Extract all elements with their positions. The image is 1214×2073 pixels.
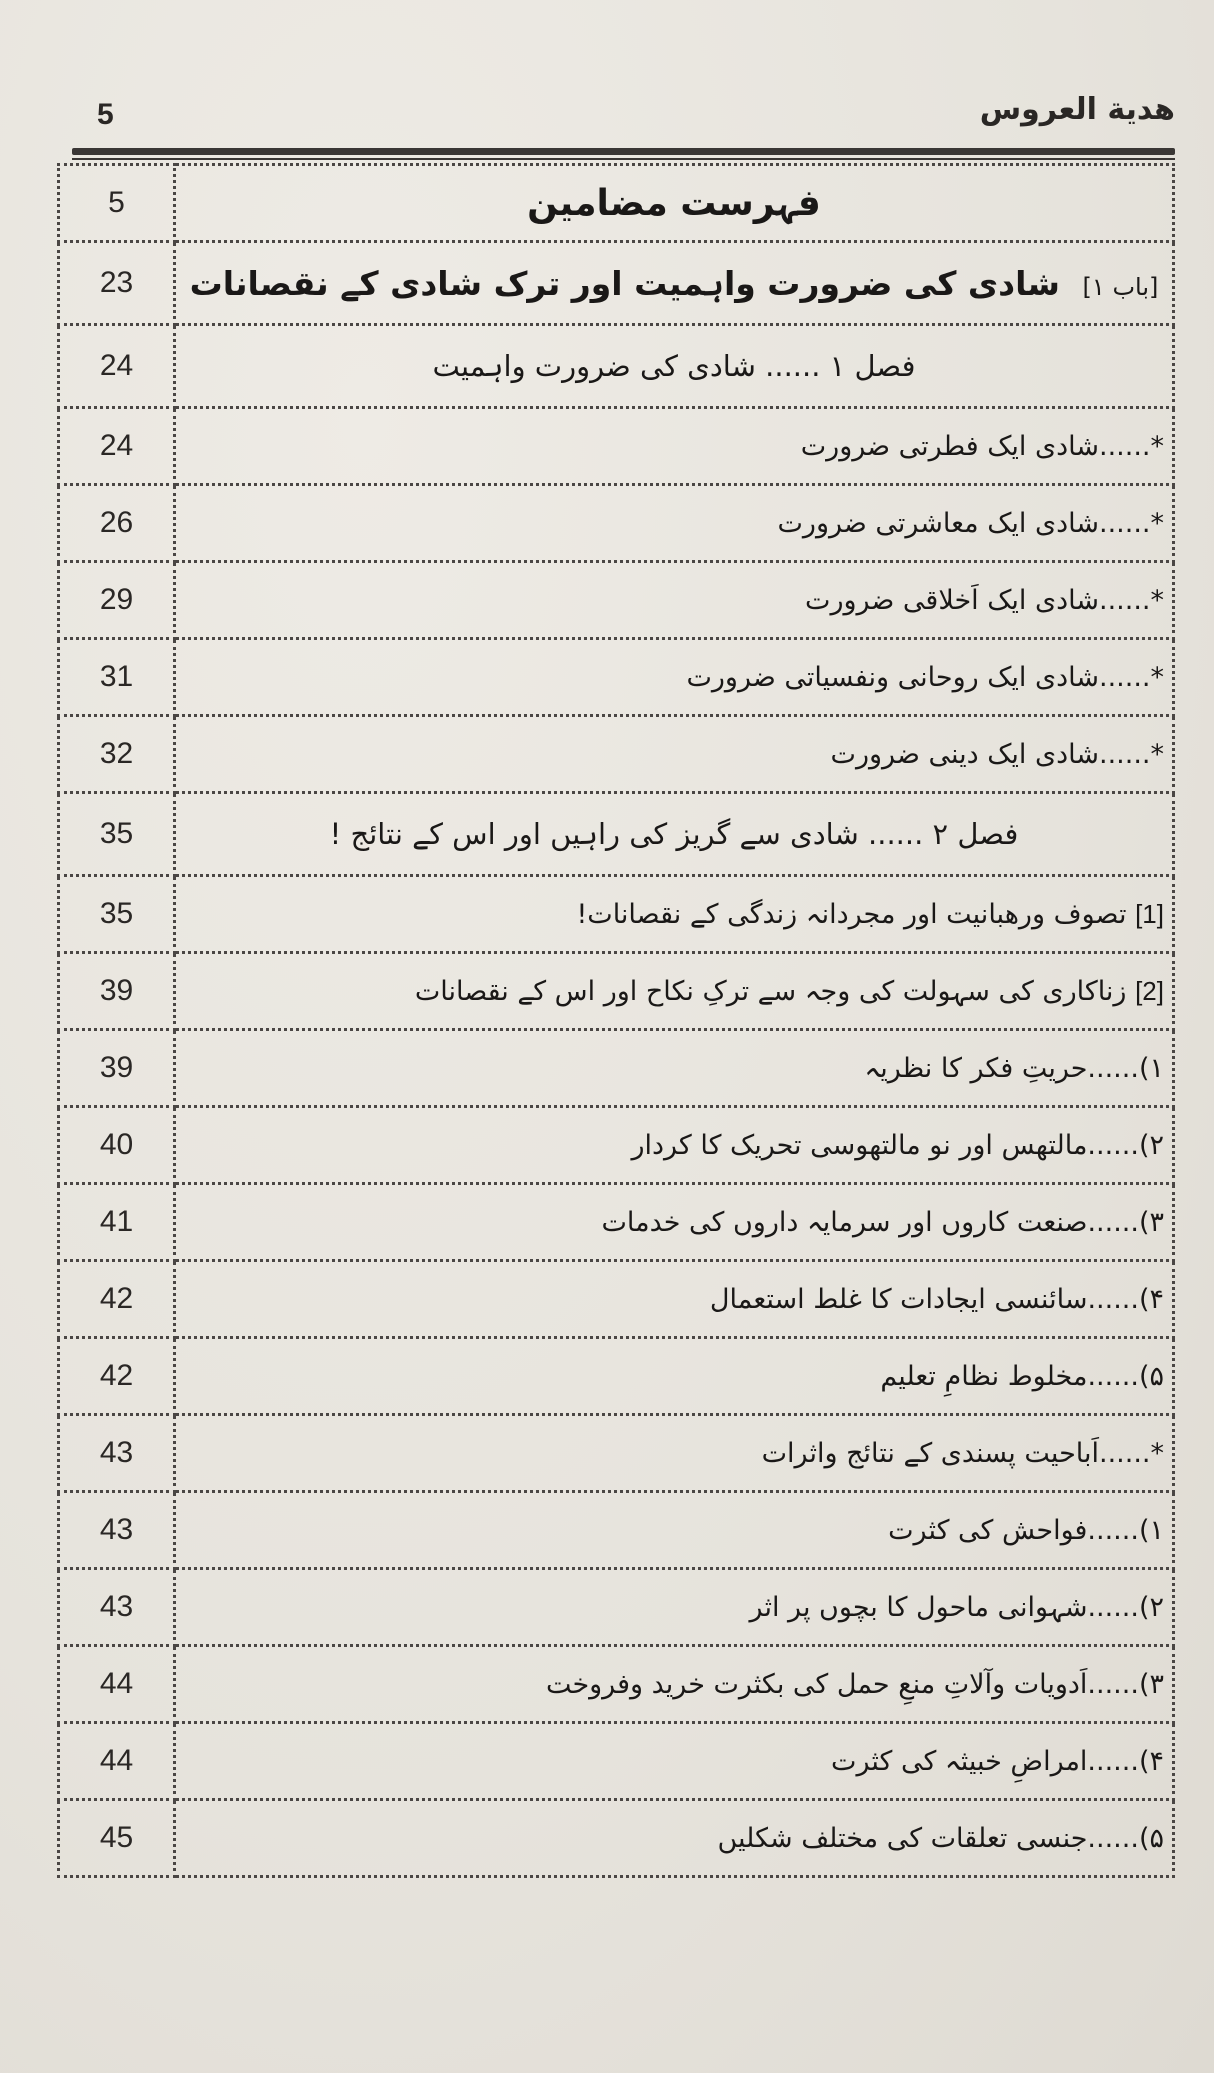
toc-entry: [175, 1415, 1174, 1492]
toc-entry: [175, 1030, 1174, 1107]
toc-heading-title: فہرست مضامین: [175, 165, 1174, 242]
toc-row-item: [59, 408, 1174, 485]
asterisk-bullet-icon: *: [1150, 584, 1164, 616]
numbered-marker: [1]: [1135, 898, 1164, 929]
entry-title: تصوف ورھبانیت اور مجردانہ زندگی کے نقصانات!: [576, 898, 1127, 930]
numbered-marker: ۱): [1138, 1514, 1164, 1546]
toc-entry: [175, 1569, 1174, 1646]
toc-row-item: [59, 1415, 1174, 1492]
toc-row-item: [59, 1569, 1174, 1646]
toc-page-number: 39: [59, 1030, 175, 1107]
header-rule-thick: [72, 148, 1175, 155]
toc-page-number: 43: [59, 1492, 175, 1569]
toc-page-number: 26: [59, 485, 175, 562]
toc-row-section: [59, 793, 1174, 876]
entry-title: ......مخلوط نظامِ تعلیم: [880, 1360, 1139, 1392]
section-title: فصل ۱ ...... شادی کی ضرورت واہمیت: [175, 325, 1174, 408]
entry-title: ......اَدویات وآلاتِ منعِ حمل کی بکثرت خرید وفروخت: [545, 1668, 1139, 1700]
toc-page-number: 31: [59, 639, 175, 716]
entry-title: ......صنعت کاروں اور سرمایہ داروں کی خدمات: [601, 1206, 1139, 1238]
header-rule-thin: [72, 158, 1175, 160]
toc-row-subheading: [59, 876, 1174, 953]
numbered-marker: ۴): [1138, 1745, 1164, 1777]
toc-heading-row: [59, 165, 1174, 242]
numbered-marker: ۲): [1138, 1591, 1164, 1623]
toc-page-number: 5: [59, 165, 175, 242]
toc-page-number: 39: [59, 953, 175, 1030]
toc-entry: [175, 1800, 1174, 1877]
toc-row-item: [59, 1646, 1174, 1723]
toc-page-number: 29: [59, 562, 175, 639]
entry-title: ......شادی ایک روحانی ونفسیاتی ضرورت: [686, 661, 1151, 693]
toc-row-item: [59, 562, 1174, 639]
toc-entry: [175, 1646, 1174, 1723]
toc-row-item: [59, 716, 1174, 793]
section-title: فصل ۲ ...... شادی سے گریز کی راہیں اور اس کے نتائج !: [175, 793, 1174, 876]
toc-page-number: 42: [59, 1338, 175, 1415]
chapter-tag: [باب ۱]: [1082, 272, 1159, 301]
toc-entry: [175, 876, 1174, 953]
entry-title: ......شہوانی ماحول کا بچوں پر اثر: [749, 1591, 1139, 1623]
toc-row-chapter: [59, 242, 1174, 325]
toc-entry: [175, 562, 1174, 639]
entry-title: ......فواحش کی کثرت: [888, 1514, 1139, 1546]
asterisk-bullet-icon: *: [1150, 1437, 1164, 1469]
toc-row-item: [59, 1723, 1174, 1800]
toc-row-item: [59, 1261, 1174, 1338]
toc-page-number: 42: [59, 1261, 175, 1338]
toc-page-number: 24: [59, 325, 175, 408]
toc-page-number: 45: [59, 1800, 175, 1877]
toc-row-item: [59, 639, 1174, 716]
toc-page-number: 43: [59, 1569, 175, 1646]
entry-title: ......اَباحیت پسندی کے نتائج واثرات: [761, 1437, 1151, 1469]
numbered-marker: ۴): [1138, 1283, 1164, 1315]
entry-title: ......امراضِ خبیثہ کی کثرت: [831, 1745, 1139, 1777]
asterisk-bullet-icon: *: [1150, 738, 1164, 770]
toc-page-number: 41: [59, 1184, 175, 1261]
entry-title: ......شادی ایک دینی ضرورت: [830, 738, 1151, 770]
toc-row-section: [59, 325, 1174, 408]
toc-page-number: 44: [59, 1646, 175, 1723]
chapter-title: شادی کی ضرورت واہمیت اور ترک شادی کے نقصانات: [189, 263, 1060, 303]
page-header: [57, 92, 1175, 148]
toc-page-number: 40: [59, 1107, 175, 1184]
numbered-marker: ۳): [1138, 1668, 1164, 1700]
toc-entry: [175, 716, 1174, 793]
entry-title: ......مالتھس اور نو مالتھوسی تحریک کا کردار: [631, 1129, 1139, 1161]
toc-row-item: [59, 485, 1174, 562]
asterisk-bullet-icon: *: [1150, 507, 1164, 539]
toc-entry: [175, 1107, 1174, 1184]
entry-title: ......سائنسی ایجادات کا غلط استعمال: [709, 1283, 1139, 1315]
entry-title: ......حریتِ فکر کا نظریہ: [864, 1052, 1139, 1084]
numbered-marker: [2]: [1135, 975, 1164, 1006]
toc-row-item: [59, 1338, 1174, 1415]
numbered-marker: ۵): [1138, 1822, 1164, 1854]
toc-entry: [175, 1261, 1174, 1338]
toc-entry: [175, 953, 1174, 1030]
numbered-marker: ۵): [1138, 1360, 1164, 1392]
toc-page-number: 35: [59, 876, 175, 953]
toc-page-number: 23: [59, 242, 175, 325]
toc-entry: [175, 639, 1174, 716]
toc-chapter-cell: [175, 242, 1174, 325]
toc-page-number: 32: [59, 716, 175, 793]
toc-row-item: [59, 1030, 1174, 1107]
toc-entry: [175, 408, 1174, 485]
entry-title: ......شادی ایک معاشرتی ضرورت: [777, 507, 1151, 539]
asterisk-bullet-icon: *: [1150, 430, 1164, 462]
toc-entry: [175, 1184, 1174, 1261]
toc-row-item: [59, 1184, 1174, 1261]
entry-title: ......جنسی تعلقات کی مختلف شکلیں: [717, 1822, 1139, 1854]
toc-row-item: [59, 1800, 1174, 1877]
toc-page-number: 24: [59, 408, 175, 485]
entry-title: ......شادی ایک اَخلاقی ضرورت: [805, 584, 1151, 616]
toc-entry: [175, 485, 1174, 562]
entry-title: زناکاری کی سہولت کی وجہ سے ترکِ نکاح اور اس کے نقصانات: [414, 975, 1127, 1007]
toc-entry: [175, 1338, 1174, 1415]
toc-page-number: 35: [59, 793, 175, 876]
toc-row-item: [59, 1107, 1174, 1184]
numbered-marker: ۳): [1138, 1206, 1164, 1238]
table-of-contents: [57, 163, 1175, 1878]
asterisk-bullet-icon: *: [1150, 661, 1164, 693]
toc-row-subheading: [59, 953, 1174, 1030]
entry-title: ......شادی ایک فطرتی ضرورت: [800, 430, 1151, 462]
numbered-marker: ۱): [1138, 1052, 1164, 1084]
toc-entry: [175, 1492, 1174, 1569]
toc-page-number: 43: [59, 1415, 175, 1492]
page-number: 5: [97, 98, 114, 131]
book-title: هدية العروس: [979, 92, 1175, 127]
toc-row-item: [59, 1492, 1174, 1569]
toc-page-number: 44: [59, 1723, 175, 1800]
toc-entry: [175, 1723, 1174, 1800]
numbered-marker: ۲): [1138, 1129, 1164, 1161]
